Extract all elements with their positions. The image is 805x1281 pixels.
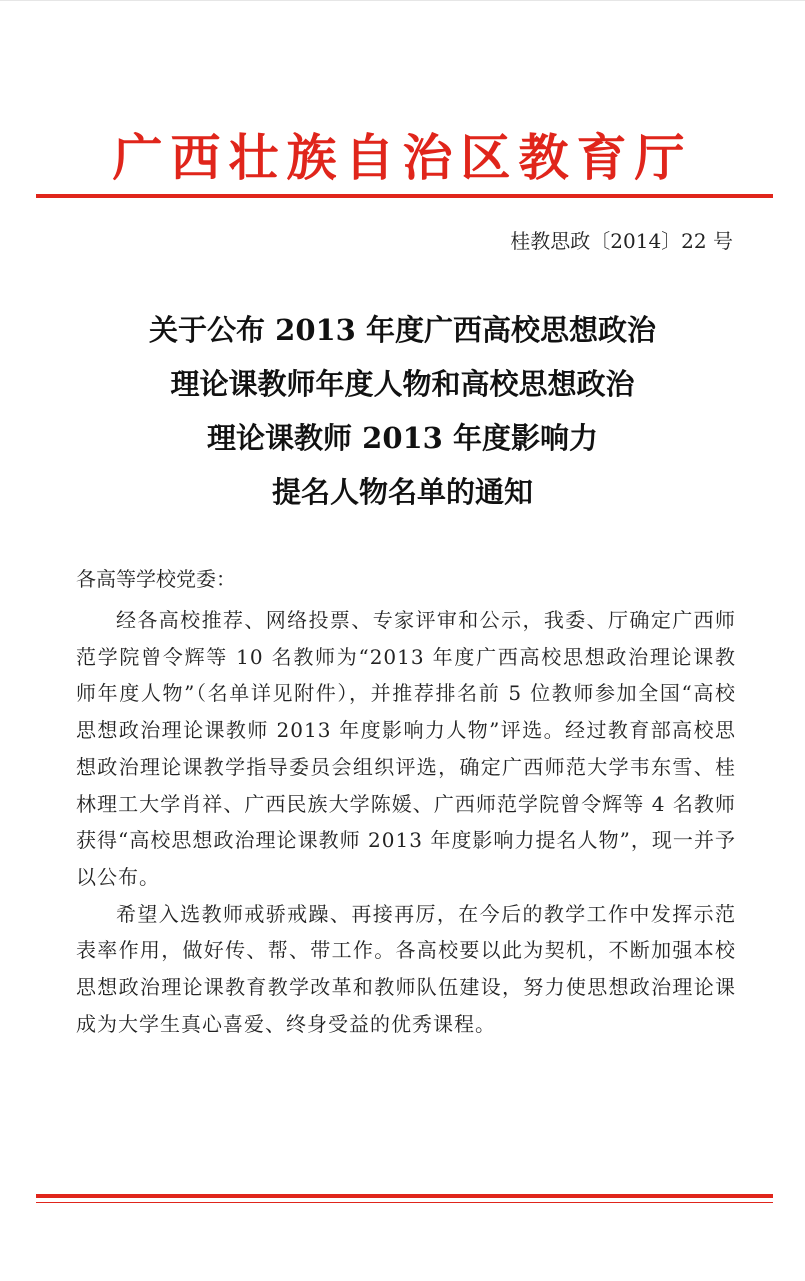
body-text	[76, 602, 736, 1042]
header-red-rule	[36, 194, 773, 198]
body-paragraph: 希望入选教师戒骄戒躁、再接再厉，在今后的教学工作中发挥示范表率作用，做好传、帮、带工作。各高校要以此为契机，不断加强本校思想政治理论课教育教学改革和教师队伍建设，努力使思想政治理论课成为大学生真心喜爱、终身受益的优秀课程。	[76, 901, 736, 1036]
title-line: 理论课教师 2013 年度影响力	[207, 421, 598, 455]
title-line: 关于公布 2013 年度广西高校思想政治	[149, 313, 656, 347]
document-number: 桂教思政〔2014〕22 号	[510, 229, 733, 253]
document-title	[0, 303, 805, 519]
salutation: 各高等学校党委：	[76, 567, 236, 591]
issuer-header: 广西壮族自治区教育厅	[112, 128, 693, 187]
footer-red-rule	[36, 1194, 773, 1198]
footer-red-thin-rule	[36, 1202, 773, 1203]
title-line: 理论课教师年度人物和高校思想政治	[170, 367, 635, 401]
title-line: 提名人物名单的通知	[271, 475, 533, 509]
body-paragraph: 经各高校推荐、网络投票、专家评审和公示，我委、厅确定广西师范学院曾令辉等 10 名教师为“2013 年度广西高校思想政治理论课教师年度人物”（名单详见附件），并推荐排名前 5 位教师参加全国“高校思想政治理论课教师 2013 年度影响力人物”评选。经过教育部高校思想政治理论课教学指导委员会组织评选，确定广西师范大学韦东雪、桂林理工大学肖祥、广西民族大学陈媛、广西师范学院曾令辉等 4 名教师获得“高校思想政治理论课教师 2013 年度影响力提名人物”，现一并予以公布。	[76, 608, 736, 889]
